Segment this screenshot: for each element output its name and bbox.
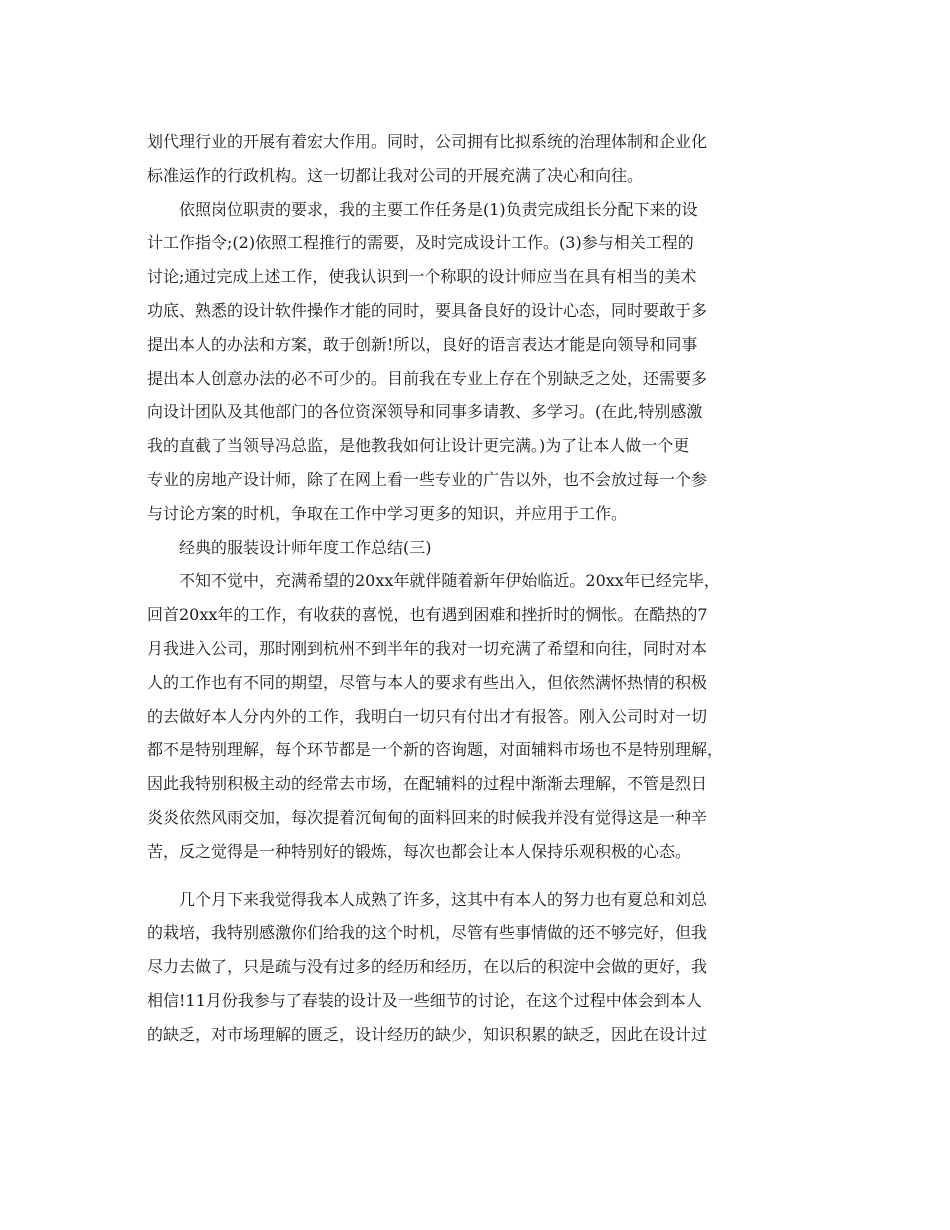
text-line: 人的工作也有不同的期望，尽管与本人的要求有些出入，但依然满怀热情的积极 [147, 672, 708, 692]
text-line: 回首20xx年的工作，有收获的喜悦，也有遇到困难和挫折时的惆怅。在酷热的7 [147, 605, 708, 625]
text-line: 与讨论方案的时机，争取在工作中学习更多的知识，并应用于工作。 [147, 503, 628, 523]
text-line: 因此我特别积极主动的经常去市场，在配辅料的过程中渐渐去理解，不管是烈日 [147, 774, 708, 794]
text-line: 我的直截了当领导冯总监，是他教我如何让设计更完满。)为了让本人做一个更 [147, 436, 690, 456]
text-line: 尽力去做了，只是疏与没有过多的经历和经历，在以后的积淀中会做的更好，我 [147, 957, 708, 977]
text-line: 炎炎依然风雨交加，每次提着沉甸甸的面料回来的时候我并没有觉得这是一种辛 [147, 807, 708, 827]
text-line: 的缺乏，对市场理解的匮乏，设计经历的缺少，知识积累的缺乏，因此在设计过 [147, 1024, 708, 1044]
text-line: 依照岗位职责的要求，我的主要工作任务是(1)负责完成组长分配下来的设 [147, 199, 698, 219]
text-line: 提出本人的办法和方案，敢于创新!所以，良好的语言表达才能是向领导和同事 [147, 334, 698, 354]
text-line: 提出本人创意办法的必不可少的。目前我在专业上存在个别缺乏之处，还需要多 [147, 368, 708, 388]
text-line: 功底、熟悉的设计软件操作才能的同时，要具备良好的设计心态，同时要敢于多 [147, 300, 708, 320]
paragraph [147, 883, 807, 1052]
text-line: 相信!11月份我参与了春装的设计及一些细节的讨论，在这个过程中体会到本人 [147, 990, 702, 1010]
text-line: 划代理行业的开展有着宏大作用。同时，公司拥有比拟系统的治理体制和企业化 [147, 132, 708, 151]
text-line: 几个月下来我觉得我本人成熟了许多，这其中有本人的努力也有夏总和刘总 [147, 889, 708, 909]
text-line: 计工作指令;(2)依照工程推行的需要，及时完成设计工作。(3)参与相关工程的 [147, 233, 694, 253]
section-heading [147, 531, 807, 565]
heading-text: 经典的服装设计师年度工作总结(三) [147, 537, 432, 557]
text-line: 的栽培，我特别感激你们给我的这个时机，尽管有些事情做的还不够完好，但我 [147, 923, 708, 943]
text-line: 专业的房地产设计师，除了在网上看一些专业的广告以外，也不会放过每一个参 [147, 469, 708, 489]
text-line: 苦，反之觉得是一种特别好的锻炼，每次也都会让本人保持乐观积极的心态。 [147, 841, 692, 861]
paragraph [147, 193, 807, 531]
document-body [147, 125, 807, 1052]
paragraph [147, 125, 807, 193]
text-line: 都不是特别理解，每个环节都是一个新的咨询题，对面辅料市场也不是特别理解， [147, 740, 724, 760]
text-line: 讨论;通过完成上述工作，使我认识到一个称职的设计师应当在具有相当的美术 [147, 267, 697, 287]
text-line: 向设计团队及其他部门的各位资深领导和同事多请教、多学习。(在此,特别感激 [147, 402, 703, 422]
paragraph-spacing [147, 869, 807, 883]
text-line: 月我进入公司，那时刚到杭州不到半年的我对一切充满了希望和向往，同时对本 [147, 638, 708, 658]
text-line: 不知不觉中，充满希望的20xx年就伴随着新年伊始临近。20xx年已经完毕， [147, 571, 720, 591]
paragraph [147, 564, 807, 868]
text-line: 标准运作的行政机构。这一切都让我对公司的开展充满了决心和向往。 [147, 165, 644, 185]
text-line: 的去做好本人分内外的工作，我明白一切只有付出才有报答。刚入公司时对一切 [147, 706, 708, 726]
